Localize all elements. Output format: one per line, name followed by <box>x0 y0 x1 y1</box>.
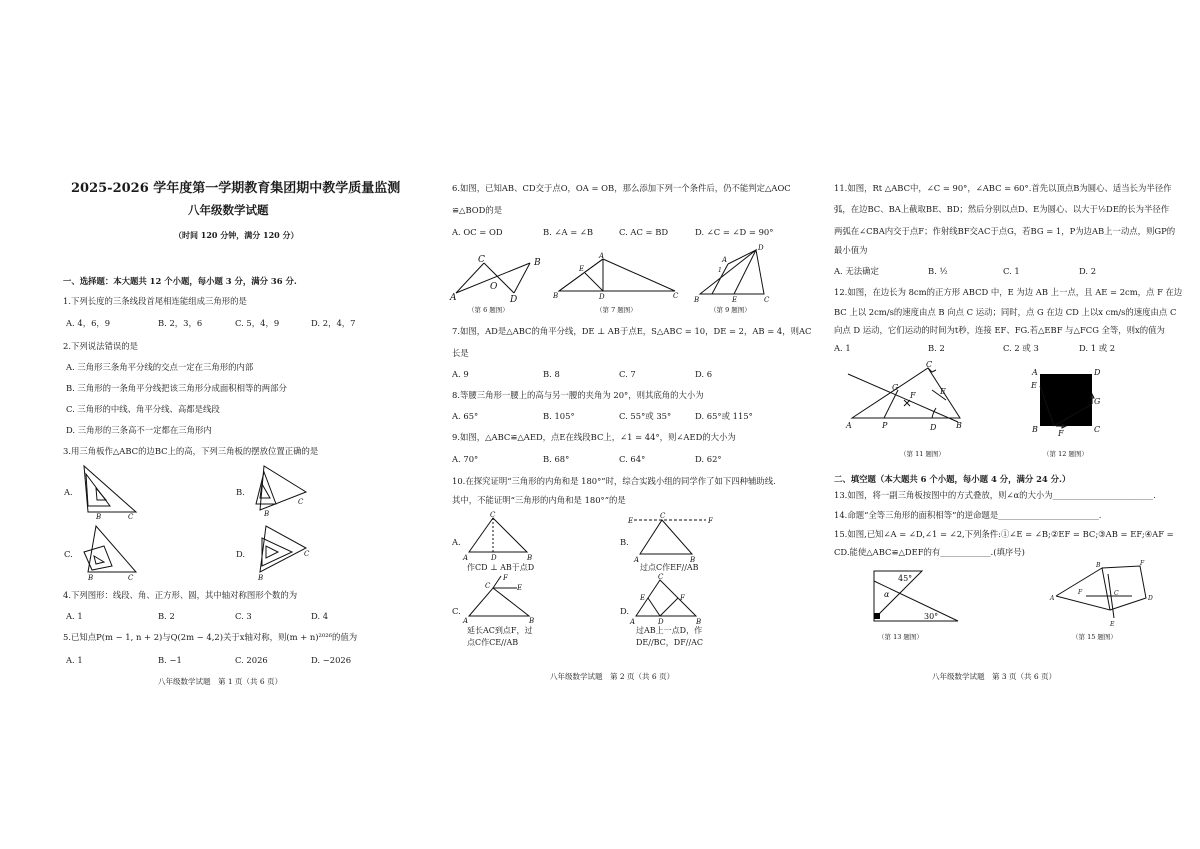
svg-text:B: B <box>258 574 264 582</box>
svg-text:B: B <box>264 510 270 518</box>
svg-text:G: G <box>892 383 899 392</box>
q11-line-3: 两弧在∠CBA内交于点F；作射线BF交AC于点G，若BG = 1，P为边AB上一动点，则GP的 <box>834 226 1176 236</box>
svg-text:A: A <box>599 252 605 260</box>
figure-15 <box>1052 562 1162 632</box>
q3-option-b[interactable]: B. <box>236 487 245 497</box>
q3-figure-c <box>76 522 156 582</box>
svg-text:A: A <box>463 617 469 625</box>
q1-option-d[interactable]: D. 2，4，7 <box>311 318 356 328</box>
svg-text:B: B <box>696 618 702 626</box>
q13-stem: 13.如图，将一副三角板按图中的方式叠放，则∠α的大小为________________________. <box>834 490 1156 500</box>
svg-text:B: B <box>956 421 962 430</box>
q10-stem-line-1: 10.在探究证明“三角形的内角和是 180°”时，综合实践小组的同学作了如下四种辅助线. <box>452 476 776 486</box>
svg-text:C: C <box>1114 590 1119 597</box>
q14-stem: 14.命题“全等三角形的面积相等”的逆命题是________________________. <box>834 510 1102 520</box>
svg-text:D: D <box>491 554 497 562</box>
q7-option-c[interactable]: C. 7 <box>619 369 636 379</box>
q11-option-a[interactable]: A. 无法确定 <box>834 266 879 276</box>
svg-text:A: A <box>846 421 852 430</box>
q10-d-note-1: 过AB上一点D，作 <box>636 626 703 635</box>
figure-13-caption: （第 13 题图） <box>878 633 923 641</box>
figure-13-angle-45: 45° <box>898 574 913 583</box>
svg-text:D: D <box>758 244 764 252</box>
svg-text:C: C <box>304 550 310 558</box>
q4-stem: 4.下列图形：线段、角、正方形、圆，其中轴对称图形个数的为 <box>63 590 298 600</box>
q2-stem: 2.下列说法错误的是 <box>63 341 138 351</box>
q2-option-d[interactable]: D. 三角形的三条高不一定都在三角形内 <box>66 425 212 435</box>
q3-stem: 3.用三角板作△ABC的边BC上的高，下列三角板的摆放位置正确的是 <box>63 446 319 456</box>
svg-text:E: E <box>1031 381 1037 390</box>
q5-stem: 5.已知点P(m − 1, n + 2)与Q(2m − 4,2)关于x轴对称，则(m + n)²⁰²⁶的值为 <box>63 632 358 642</box>
q11-option-d[interactable]: D. 2 <box>1079 266 1097 276</box>
svg-text:F: F <box>1078 589 1083 596</box>
svg-text:C: C <box>128 513 134 521</box>
svg-text:O: O <box>490 282 498 292</box>
svg-text:F: F <box>1140 560 1145 567</box>
q6-option-b[interactable]: B. ∠A = ∠B <box>543 227 594 237</box>
q11-option-c[interactable]: C. 1 <box>1003 266 1020 276</box>
svg-text:C: C <box>490 511 496 519</box>
q4-option-d[interactable]: D. 4 <box>311 611 329 621</box>
figure-11-caption: （第 11 题图） <box>900 450 945 458</box>
svg-text:E: E <box>579 265 585 273</box>
figure-7 <box>553 252 685 301</box>
svg-text:C: C <box>485 582 491 590</box>
figure-6 <box>450 253 550 303</box>
svg-text:D: D <box>1148 595 1153 602</box>
exam-title: 2025-2026 学年度第一学期教育集团期中教学质量监测 <box>71 181 401 196</box>
q4-option-b[interactable]: B. 2 <box>158 611 175 621</box>
q10-c-note-1: 延长AC到点F，过 <box>467 626 533 635</box>
svg-text:E: E <box>628 517 634 525</box>
svg-text:A: A <box>722 256 728 264</box>
q10-c-note-2: 点C作CE//AB <box>467 638 519 647</box>
svg-text:P: P <box>882 421 888 430</box>
q9-option-a[interactable]: A. 70° <box>452 454 479 464</box>
exam-subtitle: 八年级数学试题 <box>188 203 269 217</box>
q6-option-c[interactable]: C. AC = BD <box>619 227 669 237</box>
figure-12-caption: （第 12 题图） <box>1043 450 1088 458</box>
time-note: （时间 120 分钟，满分 120 分） <box>174 230 299 240</box>
svg-text:B: B <box>1032 425 1038 434</box>
figure-13-angle-alpha: α <box>884 590 890 599</box>
page-2-footer: 八年级数学试题 第 2 页（共 6 页） <box>550 672 675 681</box>
q8-option-c[interactable]: C. 55°或 35° <box>619 411 672 421</box>
svg-text:E: E <box>517 584 523 592</box>
svg-text:D: D <box>599 293 605 301</box>
q7-option-d[interactable]: D. 6 <box>695 369 713 379</box>
svg-text:D: D <box>510 295 518 305</box>
q7-stem-line-1: 7.如图，AD是△ABC的角平分线，DE ⊥ AB于点E，S△ABC = 10，DE = 2，AB = 4，则AC <box>452 326 812 336</box>
q8-stem: 8.等腰三角形一腰上的高与另一腰的夹角为 20°，则其底角的大小为 <box>452 390 704 400</box>
q15-line-2: CD.能使△ABC≌△DEF的有____________.(填序号) <box>834 547 1025 557</box>
q10-stem-line-2: 其中，不能证明“三角形的内角和是 180°”的是 <box>452 495 626 505</box>
svg-text:D: D <box>930 423 937 432</box>
svg-text:F: F <box>680 594 685 602</box>
svg-text:C: C <box>660 512 666 520</box>
svg-text:1: 1 <box>718 267 722 274</box>
q6-stem-line-1: 6.如图，已知AB、CD交于点O，OA = OB，那么添加下列一个条件后，仍不能判定△AOC <box>452 183 791 193</box>
q5-option-d[interactable]: D. −2026 <box>311 655 352 665</box>
q1-option-b[interactable]: B. 2，3，6 <box>158 318 203 328</box>
q4-option-a[interactable]: A. 1 <box>66 611 83 621</box>
q10-d-note-2: DE//BC，DF//AC <box>636 638 704 647</box>
q5-option-a[interactable]: A. 1 <box>66 655 83 665</box>
q5-option-c[interactable]: C. 2026 <box>235 655 268 665</box>
page-1-footer: 八年级数学试题 第 1 页（共 6 页） <box>158 677 283 686</box>
q3-option-d[interactable]: D. <box>236 549 246 559</box>
q10-figure-d <box>630 573 722 626</box>
q10-figure-c <box>465 574 545 624</box>
svg-text:C: C <box>478 255 485 265</box>
q10-a-note: 作CD ⊥ AB于点D <box>467 563 535 572</box>
q12-option-a[interactable]: A. 1 <box>834 343 851 353</box>
section-1-heading: 一、选择题：本大题共 12 个小题，每小题 3 分，满分 36 分. <box>63 276 297 286</box>
q2-option-b[interactable]: B. 三角形的一条角平分线把该三角形分成面积相等的两部分 <box>66 383 287 393</box>
q10-figure-b <box>628 512 722 564</box>
q11-option-b[interactable]: B. ½ <box>928 266 948 276</box>
page-1 <box>0 0 400 849</box>
q6-option-a[interactable]: A. OC = OD <box>452 227 503 237</box>
svg-text:B: B <box>529 617 535 625</box>
figure-9-caption: （第 9 题图） <box>710 306 751 314</box>
svg-text:C: C <box>764 296 770 304</box>
q10-option-c[interactable]: C. <box>452 606 461 616</box>
svg-text:C: C <box>298 498 304 506</box>
svg-text:B: B <box>527 554 533 562</box>
q1-stem: 1.下列长度的三条线段首尾相连能组成三角形的是 <box>63 296 247 306</box>
q10-option-d[interactable]: D. <box>620 606 630 616</box>
figure-9 <box>694 244 778 304</box>
svg-text:A: A <box>1032 368 1038 377</box>
q9-option-c[interactable]: C. 64° <box>619 454 646 464</box>
svg-text:D: D <box>1094 368 1101 377</box>
q11-line-2: 弧，在边BC、BA上截取BE、BD；然后分别以点D、E为圆心、以大于½DE的长为半径作 <box>834 204 1170 214</box>
q11-line-4: 最小值为 <box>834 245 868 255</box>
svg-text:E: E <box>640 594 646 602</box>
q10-option-a[interactable]: A. <box>452 537 461 547</box>
q2-option-a[interactable]: A. 三角形三条角平分线的交点一定在三角形的内部 <box>66 362 254 372</box>
q7-option-b[interactable]: B. 8 <box>543 369 560 379</box>
svg-text:A: A <box>630 618 636 626</box>
svg-text:D: D <box>658 618 664 626</box>
svg-text:F: F <box>708 517 713 525</box>
svg-text:C: C <box>128 574 134 582</box>
svg-text:F: F <box>503 574 508 582</box>
q1-option-a[interactable]: A. 4，6，9 <box>66 318 111 328</box>
svg-text:C: C <box>926 360 933 369</box>
q12-line-2: BC 上以 2cm/s的速度由点 B 向点 C 运动；同时，点 G 在边 CD 上以x cm/s的速度由点 C <box>834 307 1177 317</box>
q5-option-b[interactable]: B. −1 <box>158 655 182 665</box>
svg-text:G: G <box>1094 397 1101 406</box>
q12-option-c[interactable]: C. 2 或 3 <box>1003 343 1039 353</box>
svg-text:B: B <box>534 258 541 268</box>
svg-text:B: B <box>88 574 94 582</box>
svg-text:C: C <box>658 573 664 581</box>
svg-text:B: B <box>553 292 559 300</box>
q12-option-b[interactable]: B. 2 <box>928 343 945 353</box>
q6-stem-line-2: ≌△BOD的是 <box>452 205 503 215</box>
q4-option-c[interactable]: C. 3 <box>235 611 252 621</box>
q12-line-3: 向点 D 运动，它们运动的时间为t秒，连接 EF、FG.若△EBF 与△FCG 全等，则x的值为 <box>834 325 1165 335</box>
q10-figure-a <box>465 512 535 562</box>
page-3-footer: 八年级数学试题 第 3 页（共 6 页） <box>932 672 1057 681</box>
svg-text:C: C <box>673 292 679 300</box>
page-2 <box>400 0 812 849</box>
svg-text:A: A <box>463 554 469 562</box>
q10-b-note: 过点C作EF//AB <box>640 563 699 572</box>
svg-text:B: B <box>694 296 700 304</box>
figure-13 <box>868 567 968 637</box>
svg-text:B: B <box>1096 562 1101 569</box>
q8-option-b[interactable]: B. 105° <box>543 411 575 421</box>
q15-line-1: 15.如图,已知∠A = ∠D,∠1 = ∠2,下列条件:①∠E = ∠B;②EF = BC;③AB = EF;④AF = <box>834 529 1174 539</box>
svg-text:C: C <box>1094 425 1101 434</box>
svg-text:B: B <box>690 556 696 564</box>
figure-7-caption: （第 7 题图） <box>596 306 637 314</box>
svg-text:B: B <box>96 513 102 521</box>
svg-text:F: F <box>910 391 916 400</box>
q10-option-b[interactable]: B. <box>620 537 629 547</box>
q12-line-1: 12.如图，在边长为 8cm的正方形 ABCD 中，E 为边 AB 上一点，且 AE = 2cm，点 F 在边 <box>834 287 1183 297</box>
q7-stem-line-2: 长是 <box>452 348 469 358</box>
svg-text:A: A <box>450 293 457 303</box>
figure-11 <box>848 362 978 432</box>
q6-option-d[interactable]: D. ∠C = ∠D = 90° <box>695 227 774 237</box>
figure-13-angle-30: 30° <box>924 612 939 621</box>
q12-option-d[interactable]: D. 1 或 2 <box>1079 343 1116 353</box>
svg-text:F: F <box>1058 429 1064 438</box>
q9-option-d[interactable]: D. 62° <box>695 454 722 464</box>
svg-text:A: A <box>634 556 640 564</box>
page-3 <box>800 0 1200 849</box>
figure-15-caption: （第 15 题图） <box>1072 633 1117 641</box>
q2-option-c[interactable]: C. 三角形的中线、角平分线、高都是线段 <box>66 404 220 414</box>
svg-text:E: E <box>940 387 946 396</box>
q11-line-1: 11.如图，Rt △ABC中，∠C = 90°，∠ABC = 60°.首先以顶点B为圆心、适当长为半径作 <box>834 183 1172 193</box>
svg-text:A: A <box>1050 595 1055 602</box>
q3-figure-b <box>248 460 328 520</box>
q3-figure-d <box>248 522 328 582</box>
q3-option-c[interactable]: C. <box>64 549 73 559</box>
q3-figure-a <box>76 460 156 520</box>
q9-option-b[interactable]: B. 68° <box>543 454 570 464</box>
q8-option-d[interactable]: D. 65°或 115° <box>695 411 753 421</box>
q7-option-a[interactable]: A. 9 <box>452 369 469 379</box>
figure-6-caption: （第 6 题图） <box>468 306 509 314</box>
q8-option-a[interactable]: A. 65° <box>452 411 479 421</box>
q3-option-a[interactable]: A. <box>64 487 73 497</box>
figure-12 <box>1032 370 1102 440</box>
q1-option-c[interactable]: C. 5，4，9 <box>235 318 280 328</box>
q9-stem: 9.如图，△ABC≌△AED，点E在线段BC上，∠1 = 44°，则∠AED的大小为 <box>452 432 736 442</box>
section-2-heading: 二、填空题（本大题共 6 个小题，每小题 4 分，满分 24 分.） <box>834 474 1071 484</box>
svg-text:E: E <box>732 296 738 304</box>
svg-text:E: E <box>1110 621 1115 628</box>
